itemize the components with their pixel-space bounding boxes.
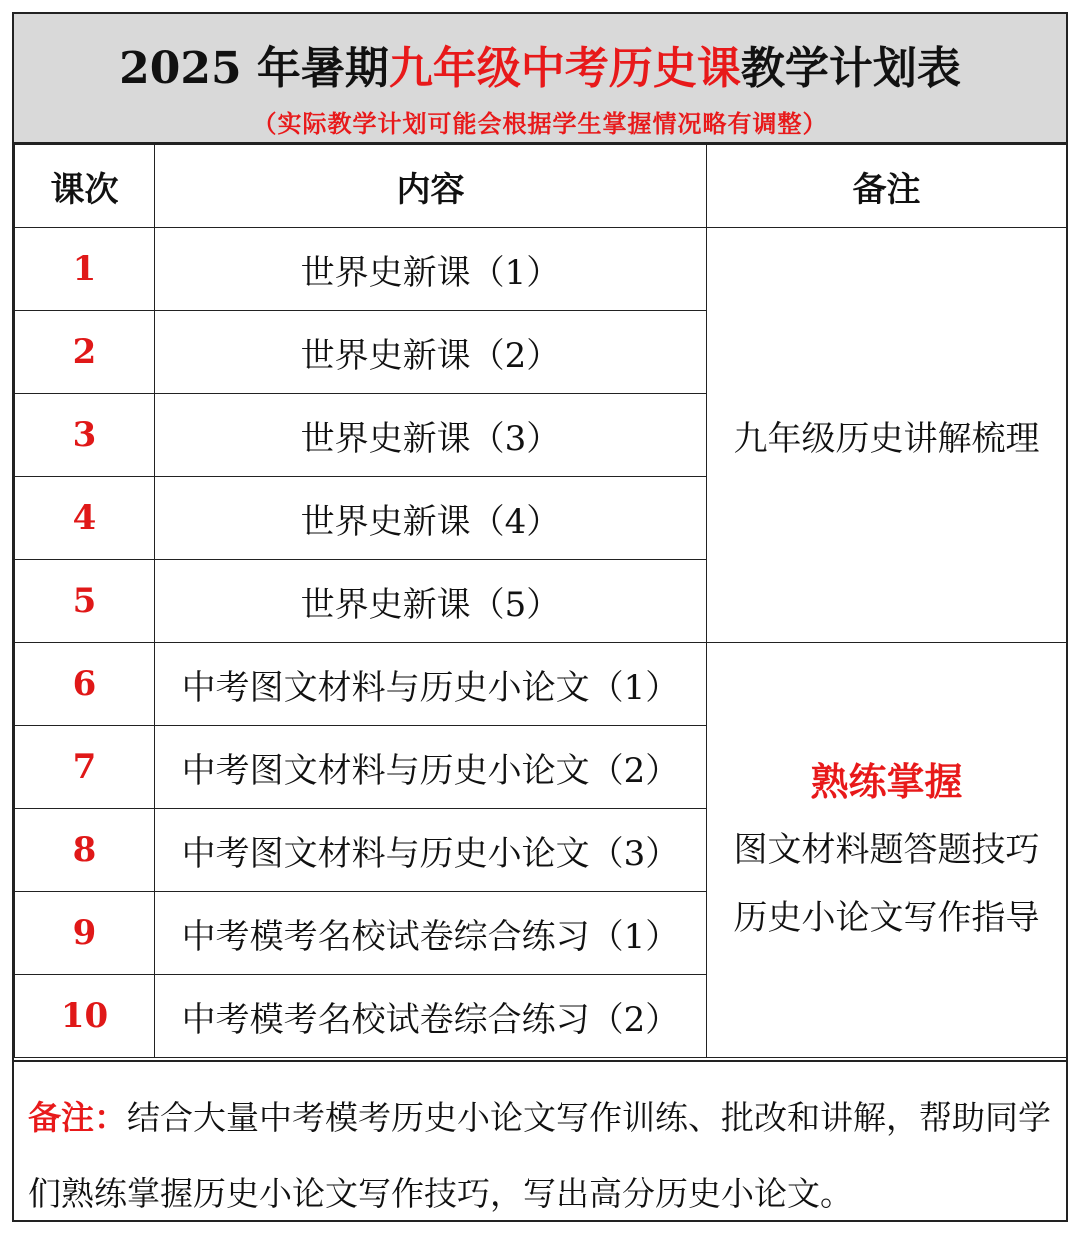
lesson-content: 世界史新课（2） [155,311,707,394]
title-part-course: 九年级中考历史课 [388,43,741,94]
title-block [14,14,1066,144]
lesson-plan-sheet [12,12,1068,1222]
lesson-number: 6 [15,643,155,726]
lesson-number: 1 [15,228,155,311]
note-group-2-title: 熟练掌握 [810,759,963,804]
lesson-content: 世界史新课（4） [155,477,707,560]
lesson-content: 世界史新课（1） [155,228,707,311]
note-group-2 [707,643,1067,1058]
lesson-number: 8 [15,809,155,892]
footer-text: 结合大量中考模考历史小论文写作训练、批改和讲解，帮助同学们熟练掌握历史小论文写作技巧，写出高分历史小论文。 [28,1098,1051,1213]
schedule-table [14,144,1067,1058]
title-part-plan: 教学计划表 [740,43,961,94]
lesson-number: 3 [15,394,155,477]
lesson-number: 4 [15,477,155,560]
header-note: 备注 [707,145,1067,228]
page-title [14,32,1066,96]
lesson-content: 中考图文材料与历史小论文（3） [155,809,707,892]
lesson-number: 2 [15,311,155,394]
lesson-number: 9 [15,892,155,975]
note-group-1: 九年级历史讲解梳理 [707,228,1067,643]
footer-label: 备注： [28,1098,127,1137]
lesson-content: 中考模考名校试卷综合练习（1） [155,892,707,975]
lesson-content: 中考图文材料与历史小论文（1） [155,643,707,726]
lesson-content: 中考图文材料与历史小论文（2） [155,726,707,809]
lesson-number: 7 [15,726,155,809]
header-content: 内容 [155,145,707,228]
lesson-content: 世界史新课（3） [155,394,707,477]
note-group-2-line2: 历史小论文写作指导 [733,898,1040,938]
table-row [15,643,1067,726]
lesson-content: 世界史新课（5） [155,560,707,643]
lesson-number: 5 [15,560,155,643]
title-part-year: 2025 年暑期 [119,43,389,94]
page-subtitle: （实际教学计划可能会根据学生掌握情况略有调整） [252,109,828,138]
lesson-number: 10 [15,975,155,1058]
lesson-content: 中考模考名校试卷综合练习（2） [155,975,707,1058]
note-group-2-line1: 图文材料题答题技巧 [733,830,1040,870]
footer-note [14,1060,1066,1220]
header-num: 课次 [15,145,155,228]
table-row [15,228,1067,311]
table-header-row [15,145,1067,228]
